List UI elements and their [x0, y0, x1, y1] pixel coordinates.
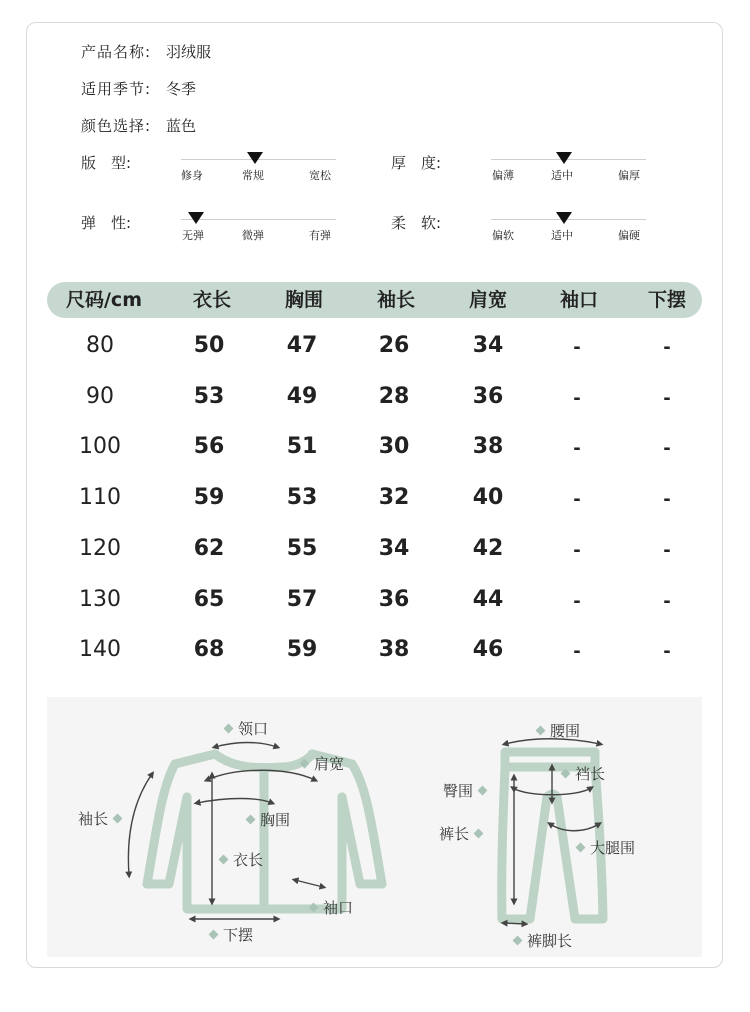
diamond-icon: [246, 815, 256, 825]
scale-option: 偏薄: [492, 169, 514, 182]
shoulder-label: 肩宽: [299, 753, 344, 774]
collar-label: 领口: [223, 718, 268, 739]
table-cell: 50: [193, 333, 225, 358]
elasticity-label: 弹 性:: [81, 214, 132, 232]
table-cell: 90: [86, 383, 114, 409]
table-cell: 53: [286, 485, 318, 511]
table-cell: 55: [286, 535, 318, 561]
cuff-label: 袖口: [308, 897, 353, 918]
table-cell: 80: [86, 333, 114, 358]
selected-marker-icon: [556, 152, 572, 164]
table-cell: 46: [472, 637, 504, 663]
season-value: 冬季: [166, 80, 197, 98]
table-cell: 57: [286, 586, 318, 612]
hip-label: 臀围: [443, 780, 488, 801]
diamond-icon: [209, 930, 219, 940]
scale-option: 适中: [551, 229, 573, 242]
header-chest: 胸围: [284, 289, 324, 311]
table-cell: 130: [79, 586, 121, 612]
table-cell: -: [573, 489, 581, 511]
table-cell: -: [663, 641, 671, 663]
table-cell: -: [573, 539, 581, 561]
measurement-diagram: [47, 697, 702, 957]
hem-label: 下摆: [208, 924, 253, 945]
table-cell: -: [573, 590, 581, 612]
selected-marker-icon: [188, 212, 204, 224]
table-cell: -: [573, 337, 581, 358]
scale-option: 宽松: [309, 169, 331, 182]
garment-diagram-svg: [47, 697, 702, 957]
header-cuff: 袖口: [559, 289, 599, 311]
table-cell: 51: [286, 434, 318, 460]
thigh-label: 大腿围: [575, 837, 635, 858]
table-cell: 42: [472, 535, 504, 561]
leg-opening-label: 裤脚长: [512, 930, 572, 951]
diamond-icon: [113, 814, 123, 824]
table-cell: 120: [79, 535, 121, 561]
table-cell: 28: [378, 383, 410, 409]
color-row: [81, 115, 196, 136]
table-cell: 36: [378, 586, 410, 612]
pants-length-label: 裤长: [439, 823, 484, 844]
table-cell: 59: [286, 637, 318, 663]
fit-scale: [181, 153, 336, 193]
jacket-outline-icon: [147, 754, 382, 909]
table-cell: 34: [472, 333, 504, 358]
table-cell: 68: [193, 637, 225, 663]
scale-option: 偏厚: [618, 169, 640, 182]
table-cell: 40: [472, 485, 504, 511]
softness-label: 柔 软:: [391, 214, 442, 232]
diamond-icon: [561, 769, 571, 779]
scale-option: 常规: [242, 169, 264, 182]
season-label: 适用季节:: [81, 80, 152, 98]
table-cell: 38: [472, 434, 504, 460]
selected-marker-icon: [247, 152, 263, 164]
table-cell: -: [663, 337, 671, 358]
season-row: [81, 78, 196, 99]
product-name-value: 羽绒服: [166, 43, 212, 61]
table-cell: 53: [193, 383, 225, 409]
table-cell: 49: [286, 383, 318, 409]
table-cell: 59: [193, 485, 225, 511]
table-cell: -: [663, 438, 671, 460]
rise-label: 裆长: [560, 763, 605, 784]
table-cell: 26: [378, 333, 410, 358]
elasticity-scale: [181, 213, 336, 253]
table-cell: 36: [472, 383, 504, 409]
diamond-icon: [478, 786, 488, 796]
scale-option: 微弹: [242, 229, 264, 242]
waist-label: 腰围: [535, 720, 580, 741]
scale-option: 有弹: [309, 229, 331, 242]
table-cell: 65: [193, 586, 225, 612]
header-length: 衣长: [192, 289, 232, 311]
table-cell: 110: [79, 485, 121, 511]
diamond-icon: [224, 724, 234, 734]
product-name-label: 产品名称:: [81, 43, 152, 61]
scale-option: 偏软: [492, 229, 514, 242]
diamond-icon: [536, 726, 546, 736]
header-hem: 下摆: [647, 289, 687, 311]
chest-label: 胸围: [245, 809, 290, 830]
color-value: 蓝色: [166, 117, 197, 135]
selected-marker-icon: [556, 212, 572, 224]
table-cell: 62: [193, 535, 225, 561]
header-size: 尺码/cm: [65, 289, 143, 311]
scale-option: 修身: [181, 169, 203, 182]
thickness-scale: [491, 153, 646, 193]
diamond-icon: [474, 829, 484, 839]
length-label: 衣长: [218, 849, 263, 870]
header-shoulder: 肩宽: [468, 289, 508, 311]
table-cell: -: [573, 387, 581, 409]
softness-scale: [491, 213, 646, 253]
table-cell: 32: [378, 485, 410, 511]
table-cell: 30: [378, 434, 410, 460]
size-table-header: [47, 282, 702, 318]
diamond-icon: [513, 936, 523, 946]
product-name-row: [81, 41, 211, 62]
diamond-icon: [219, 855, 229, 865]
sleeve-label: 袖长: [78, 808, 123, 829]
table-cell: 140: [79, 637, 121, 663]
table-cell: -: [573, 641, 581, 663]
table-cell: 47: [286, 333, 318, 358]
scale-line: [181, 219, 336, 220]
table-cell: 38: [378, 637, 410, 663]
thickness-label: 厚 度:: [391, 154, 442, 172]
fit-label: 版 型:: [81, 154, 132, 172]
table-cell: -: [663, 539, 671, 561]
table-cell: -: [663, 489, 671, 511]
header-sleeve: 袖长: [376, 289, 416, 311]
table-cell: -: [663, 387, 671, 409]
table-cell: -: [573, 438, 581, 460]
scale-option: 适中: [551, 169, 573, 182]
diamond-icon: [576, 843, 586, 853]
diamond-icon: [309, 903, 319, 913]
table-cell: 34: [378, 535, 410, 561]
diamond-icon: [300, 759, 310, 769]
scale-option: 偏硬: [618, 229, 640, 242]
table-cell: 44: [472, 586, 504, 612]
scale-option: 无弹: [182, 229, 204, 242]
color-label: 颜色选择:: [81, 117, 152, 135]
table-cell: 100: [79, 434, 121, 460]
table-cell: 56: [193, 434, 225, 460]
table-cell: -: [663, 590, 671, 612]
